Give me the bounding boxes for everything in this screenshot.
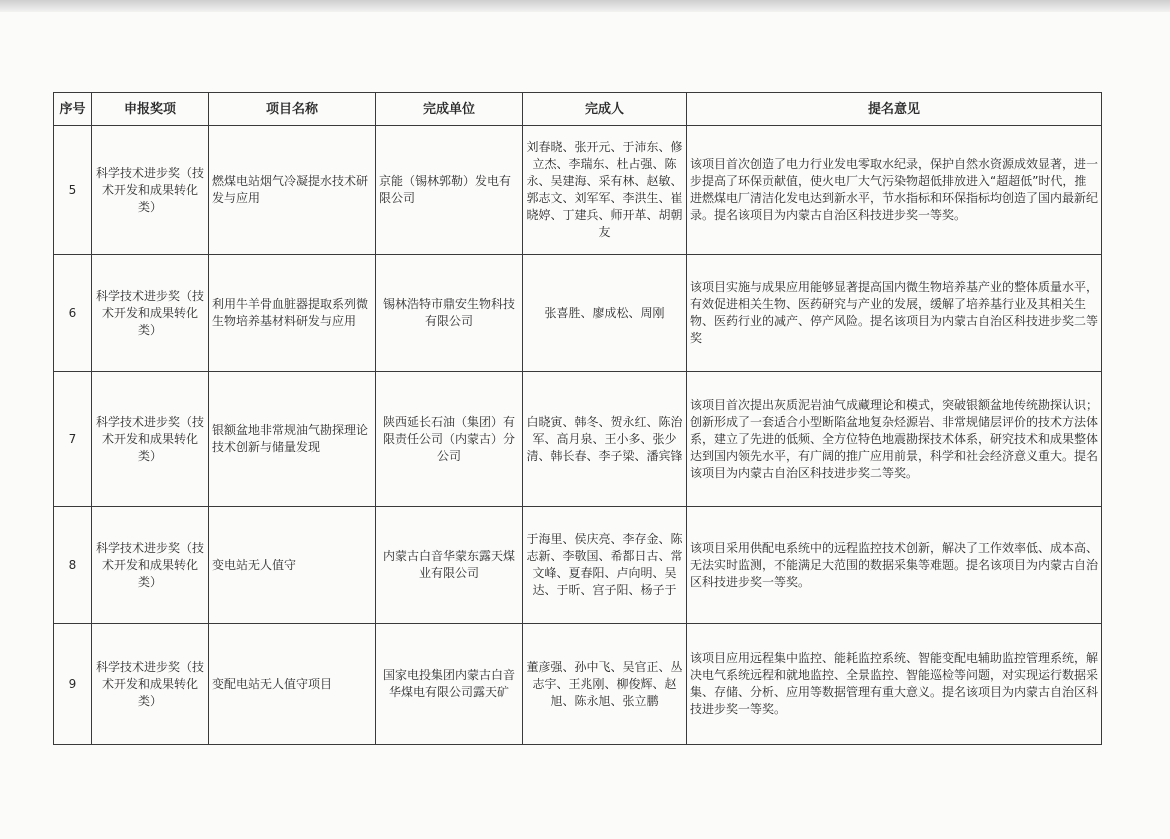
row-people: 于海里、侯庆亮、李存金、陈志新、李敬国、希都日古、常文峰、夏春阳、卢向明、吴达、于昕、宫子阳、杨子于 <box>523 507 687 624</box>
row-project-name: 变配电站无人值守项目 <box>209 624 376 745</box>
row-no: 5 <box>54 126 92 255</box>
table-row <box>54 372 1102 507</box>
row-unit: 京能（锡林郭勒）发电有限公司 <box>376 126 523 255</box>
table-row <box>54 255 1102 372</box>
table-row <box>54 624 1102 745</box>
row-people: 白晓寅、韩冬、贺永红、陈治军、高月泉、王小多、张少清、韩长春、李子梁、潘宾锋 <box>523 372 687 507</box>
row-people: 刘春晓、张开元、于沛东、修立杰、李瑞东、杜占强、陈永、吴建海、采有林、赵敏、郭志文、刘军军、李洪生、崔晓婷、丁建兵、师开革、胡朝友 <box>523 126 687 255</box>
row-project-name: 变电站无人值守 <box>209 507 376 624</box>
row-award: 科学技术进步奖（技术开发和成果转化类） <box>92 507 209 624</box>
row-people: 董彦强、孙中飞、吴官正、丛志宇、王兆刚、柳俊辉、赵旭、陈永旭、张立鹏 <box>523 624 687 745</box>
row-no: 6 <box>54 255 92 372</box>
row-no: 8 <box>54 507 92 624</box>
row-opinion: 该项目实施与成果应用能够显著提高国内微生物培养基产业的整体质量水平，有效促进相关生物、医药研究与产业的发展，缓解了培养基行业及其相关生物、医药行业的减产、停产风险。提名该项目为内蒙古自治区科技进步奖二等奖 <box>687 255 1102 372</box>
row-award: 科学技术进步奖（技术开发和成果转化类） <box>92 126 209 255</box>
row-award: 科学技术进步奖（技术开发和成果转化类） <box>92 255 209 372</box>
row-opinion: 该项目首次提出灰质泥岩油气成藏理论和模式，突破银额盆地传统勘探认识；创新形成了一套适合小型断陷盆地复杂烃源岩、非常规储层评价的技术方法体系，建立了先进的低频、全方位特色地震勘探技术体系，研究技术和成果整体达到国内领先水平，有广阔的推广应用前景，科学和社会经济意义重大。提名该项目为内蒙古自治区科技进步奖二等奖。 <box>687 372 1102 507</box>
header-project-name: 项目名称 <box>209 93 376 126</box>
header-award: 申报奖项 <box>92 93 209 126</box>
header-opinion: 提名意见 <box>687 93 1102 126</box>
header-unit: 完成单位 <box>376 93 523 126</box>
row-unit: 陕西延长石油（集团）有限责任公司（内蒙古）分公司 <box>376 372 523 507</box>
row-unit: 内蒙古白音华蒙东露天煤业有限公司 <box>376 507 523 624</box>
row-opinion: 该项目首次创造了电力行业发电零取水纪录，保护自然水资源成效显著，进一步提高了环保贡献值，使火电厂大气污染物超低排放进入“超超低”时代，推进燃煤电厂清洁化发电达到新水平，节水指标和环保指标均创造了国内最新纪录。提名该项目为内蒙古自治区科技进步奖一等奖。 <box>687 126 1102 255</box>
row-project-name: 燃煤电站烟气冷凝提水技术研发与应用 <box>209 126 376 255</box>
row-people: 张喜胜、廖成松、周刚 <box>523 255 687 372</box>
row-opinion: 该项目采用供配电系统中的远程监控技术创新，解决了工作效率低、成本高、无法实时监测，不能满足大范围的数据采集等难题。提名该项目为内蒙古自治区科技进步奖一等奖。 <box>687 507 1102 624</box>
row-project-name: 利用牛羊骨血脏器提取系列微生物培养基材料研发与应用 <box>209 255 376 372</box>
table-header-row <box>54 93 1102 126</box>
nomination-table <box>53 92 1102 745</box>
row-no: 7 <box>54 372 92 507</box>
row-award: 科学技术进步奖（技术开发和成果转化类） <box>92 372 209 507</box>
row-unit: 国家电投集团内蒙古白音华煤电有限公司露天矿 <box>376 624 523 745</box>
row-award: 科学技术进步奖（技术开发和成果转化类） <box>92 624 209 745</box>
row-no: 9 <box>54 624 92 745</box>
header-no: 序号 <box>54 93 92 126</box>
table-row <box>54 126 1102 255</box>
table-row <box>54 507 1102 624</box>
header-people: 完成人 <box>523 93 687 126</box>
row-opinion: 该项目应用远程集中监控、能耗监控系统、智能变配电辅助监控管理系统，解决电气系统远程和就地监控、全景监控、智能巡检等问题，对实现运行数据采集、存储、分析、应用等数据管理有重大意义。提名该项目为内蒙古自治区科技进步奖一等奖。 <box>687 624 1102 745</box>
page-top-shadow <box>0 0 1170 12</box>
row-unit: 锡林浩特市鼎安生物科技有限公司 <box>376 255 523 372</box>
row-project-name: 银额盆地非常规油气勘探理论技术创新与储量发现 <box>209 372 376 507</box>
